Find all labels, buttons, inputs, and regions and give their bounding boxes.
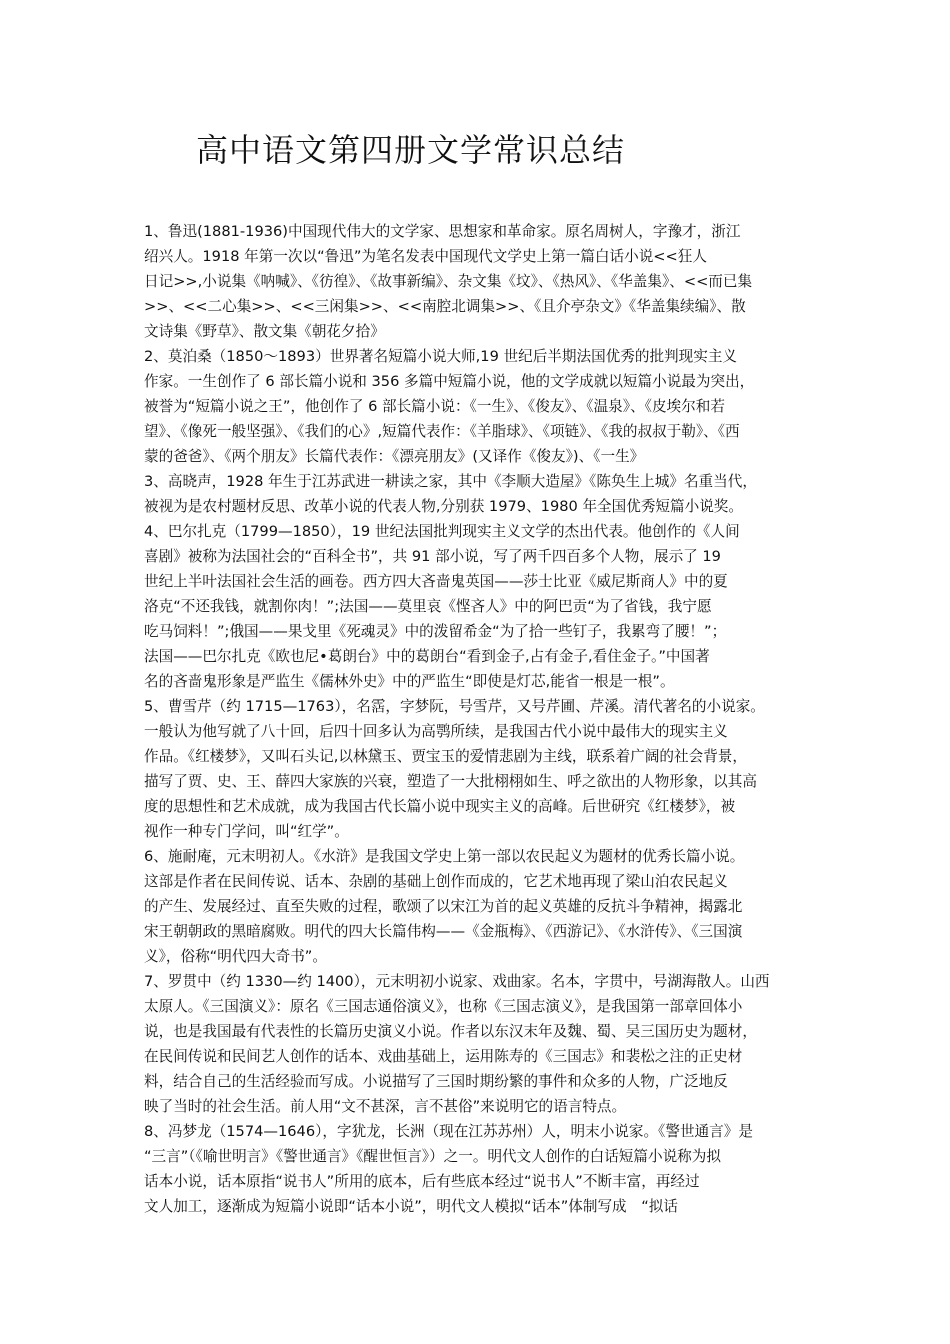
text-line: 文人加工，逐渐成为短篇小说即“话本小说”，明代文人模拟“话本”体制写成 “拟话 [144,1198,678,1215]
text-line: 3、高晓声，1928 年生于江苏武进一耕读之家，其中《李顺大造屋》《陈奂生上城》名重当代， [144,473,757,490]
text-line: “三言”（《喻世明言》《警世通言》《醒世恒言》）之一。明代文人创作的白话短篇小说称为拟 [144,1148,721,1165]
text-line: 世纪上半叶法国社会生活的画卷。西方四大吝啬鬼英国——莎士比亚《威尼斯商人》中的夏 [144,573,728,590]
text-line: 文诗集《野草》、散文集《朝花夕拾》 [144,323,385,340]
text-line: 一般认为他写就了八十回，后四十回多认为高鹗所续，是我国古代小说中最伟大的现实主义 [144,723,728,740]
text-line: 料，结合自己的生活经验而写成。小说描写了三国时期纷繁的事件和众多的人物，广泛地反 [144,1073,728,1090]
text-line: 5、曹雪芹（约 1715—1763），名霑，字梦阮，号雪芹，又号芹圃、芹溪。清代著名的小说家。 [144,698,765,715]
text-line: 蒙的爸爸》、《两个朋友》长篇代表作：《漂亮朋友》(又译作《俊友》)、《一生》 [144,448,645,465]
text-line: 说，也是我国最有代表性的长篇历史演义小说。作者以东汉末年及魏、蜀、吴三国历史为题材， [144,1023,757,1040]
text-line: 2、莫泊桑（1850～1893）世界著名短篇小说大师,19 世纪后半期法国优秀的批判现实主义 [144,348,738,365]
text-line: >>、<<二心集>>、<<三闲集>>、<<南腔北调集>>、《且介亭杂文》《华盖集续编》、散 [144,298,746,315]
text-line: 1、鲁迅(1881-1936)中国现代伟大的文学家、思想家和革命家。原名周树人，字豫才，浙江 [144,223,741,240]
text-line: 名的吝啬鬼形象是严监生《儒林外史》中的严监生“即使是灯芯,能省一根是一根”。 [144,673,675,690]
text-line: 义》，俗称“明代四大奇书”。 [144,948,327,965]
text-line: 话本小说，话本原指“说书人”所用的底本，后有些底本经过“说书人”不断丰富，再经过 [144,1173,700,1190]
text-line: 度的思想性和艺术成就，成为我国古代长篇小说中现实主义的高峰。后世研究《红楼梦》，被 [144,798,736,815]
text-line: 在民间传说和民间艺人创作的话本、戏曲基础上，运用陈寿的《三国志》和裴松之注的正史材 [144,1048,743,1065]
text-line: 这部是作者在民间传说、话本、杂剧的基础上创作而成的，它艺术地再现了梁山泊农民起义 [144,873,728,890]
text-line: 洛克“不还我钱，就割你肉！”;法国——莫里哀《悭吝人》中的阿巴贡“为了省钱，我宁愿 [144,598,712,615]
text-line: 7、罗贯中（约 1330—约 1400），元末明初小说家、戏曲家。名本，字贯中，号湖海散人。山西 [144,973,770,990]
text-line: 被誉为“短篇小说之王”，他创作了 6 部长篇小说：《一生》、《俊友》、《温泉》、《皮埃尔和若 [144,398,725,415]
text-line: 的产生、发展经过、直至失败的过程，歌颂了以宋江为首的起义英雄的反抗斗争精神，揭露北 [144,898,743,915]
text-line: 法国——巴尔扎克《欧也尼•葛朗台》中的葛朗台“看到金子,占有金子,看住金子。”中国著 [144,648,710,665]
text-line: 4、巴尔扎克（1799—1850），19 世纪法国批判现实主义文学的杰出代表。他创作的《人间 [144,523,740,540]
text-line: 作品。《红楼梦》，又叫石头记,以林黛玉、贾宝玉的爱情悲剧为主线，联系着广阔的社会背景， [144,748,747,765]
text-line: 8、冯梦龙（1574—1646），字犹龙，长洲（现在江苏苏州）人，明末小说家。《警世通言》是 [144,1123,753,1140]
text-line: 日记>>,小说集《呐喊》、《彷徨》、《故事新编》、杂文集《坟》、《热风》、《华盖集》、<<而已集 [144,273,753,290]
text-line: 视作一种专门学问，叫“红学”。 [144,823,349,840]
document-title: 高中语文第四册文学常识总结 [196,131,626,169]
text-line: 吃马饲料！”;俄国——果戈里《死魂灵》中的泼留希金“为了拾一些钉子，我累弯了腰！”； [144,623,727,640]
text-line: 太原人。《三国演义》：原名《三国志通俗演义》，也称《三国志演义》，是我国第一部章回体小 [144,998,743,1015]
text-line: 宋王朝朝政的黑暗腐败。明代的四大长篇伟构——《金瓶梅》、《西游记》、《水浒传》、《三国演 [144,923,743,940]
text-line: 6、施耐庵，元末明初人。《水浒》是我国文学史上第一部以农民起义为题材的优秀长篇小说。 [144,848,745,865]
text-line: 作家。一生创作了 6 部长篇小说和 356 多篇中短篇小说，他的文学成就以短篇小说最为突出， [144,373,755,390]
text-line: 被视为是农村题材反思、改革小说的代表人物,分别获 1979、1980 年全国优秀短篇小说奖。 [144,498,743,515]
text-line: 望》、《像死一般坚强》、《我们的心》,短篇代表作：《羊脂球》、《项链》、《我的叔叔于勒》、《西 [144,423,740,440]
text-line: 喜剧》被称为法国社会的“百科全书”，共 91 部小说，写了两千四百多个人物，展示了 19 [144,548,721,565]
document-body [144,219,808,1219]
text-line: 映了当时的社会生活。前人用“文不甚深，言不甚俗”来说明它的语言特点。 [144,1098,627,1115]
text-line: 绍兴人。1918 年第一次以“鲁迅”为笔名发表中国现代文学史上第一篇白话小说<<狂人 [144,248,707,265]
text-line: 描写了贾、史、王、薛四大家族的兴衰，塑造了一大批栩栩如生、呼之欲出的人物形象，以其高 [144,773,757,790]
